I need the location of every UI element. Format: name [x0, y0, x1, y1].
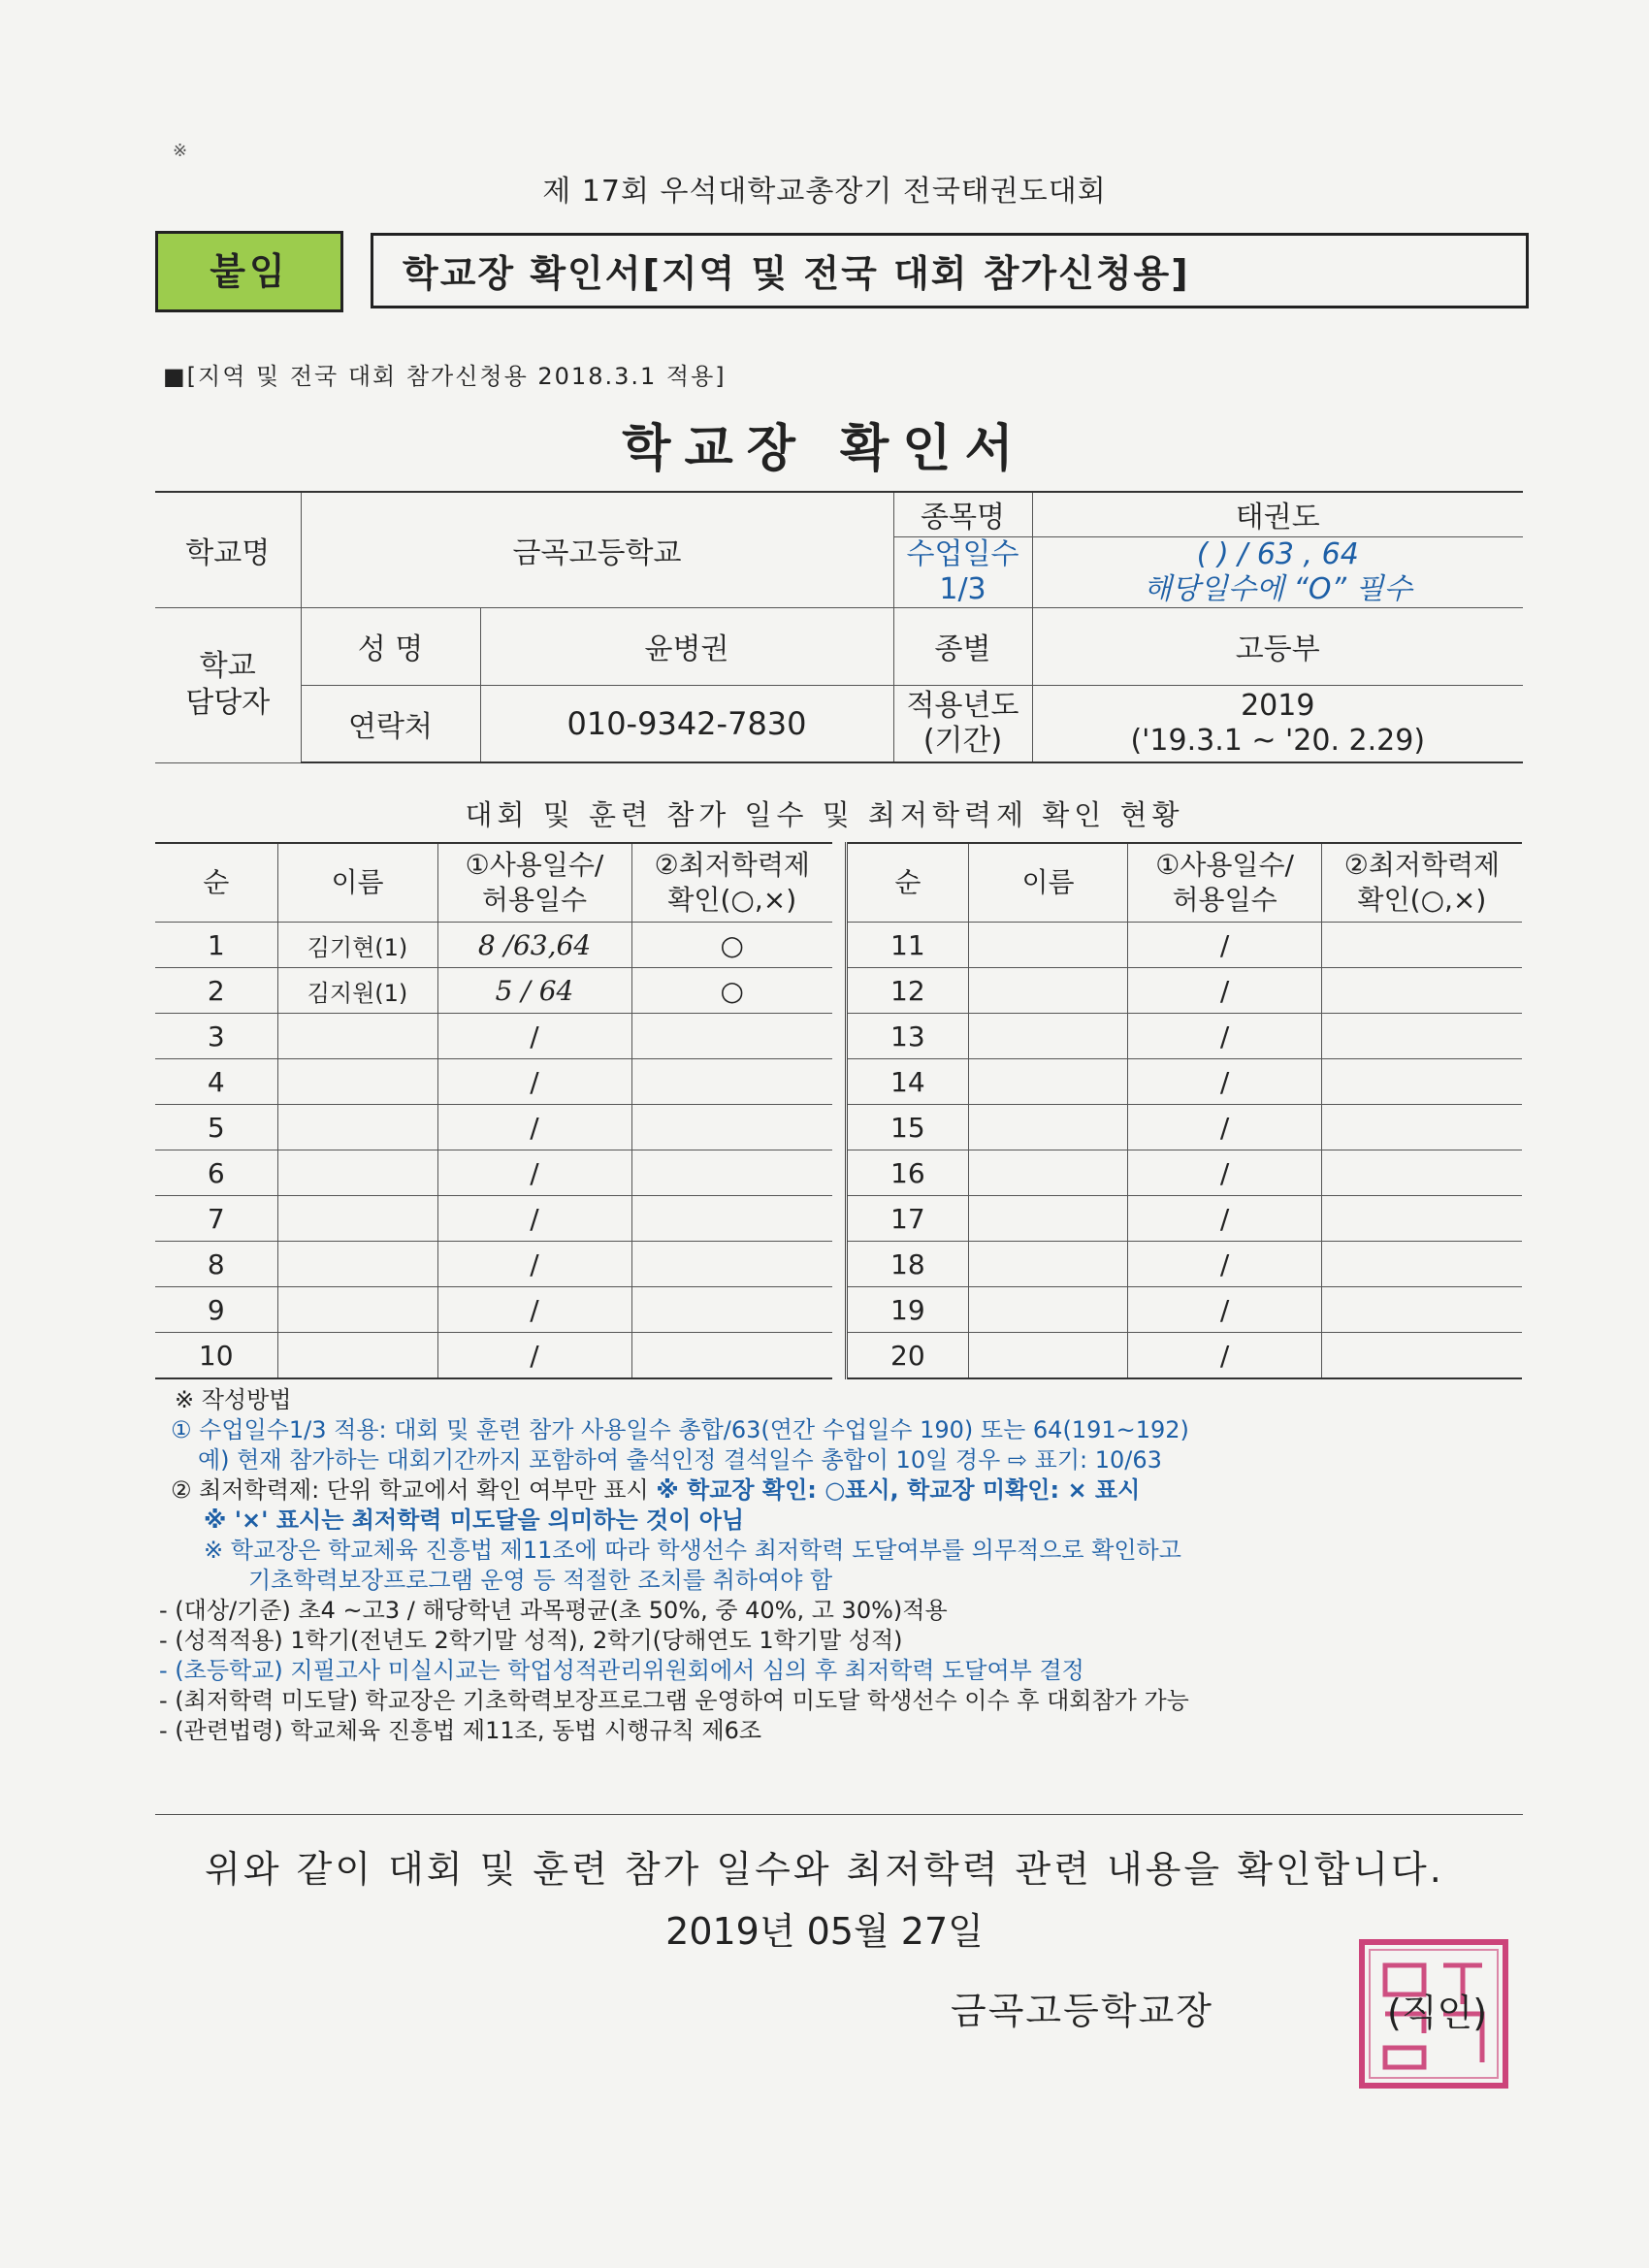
year-label-2: (기간) [922, 723, 1003, 758]
guide-line-3 [171, 1475, 1189, 1506]
row-days: 5 / 64 [437, 968, 631, 1014]
guide-line-11: - (관련법령) 학교체육 진흥법 제11조, 동법 시행규칙 제6조 [159, 1717, 762, 1744]
row-days: / [1128, 1333, 1322, 1379]
category: 고등부 [1032, 607, 1523, 685]
row-days: / [437, 1287, 631, 1333]
seal-label: (직인) [1387, 1992, 1488, 2034]
row-no: 6 [155, 1150, 277, 1196]
row-no: 17 [847, 1196, 969, 1242]
row-name [277, 1333, 437, 1379]
table-row [155, 1059, 832, 1105]
row-days: / [1128, 923, 1322, 968]
participation-table-left [155, 842, 832, 1379]
row-name [277, 1196, 437, 1242]
row-check [1321, 1196, 1522, 1242]
header-days-2: 허용일수 [481, 884, 588, 916]
issue-date: 2019년 05월 27일 [665, 1910, 984, 1953]
table-row [155, 1105, 832, 1150]
class-days-note: 해당일수에 “O” 필수 [1143, 571, 1412, 606]
application-note: ■[지역 및 전국 대회 참가신청용 2018.3.1 적용] [163, 363, 727, 390]
header-no: 순 [155, 843, 277, 923]
row-name [968, 968, 1128, 1014]
guide-line-6: 기초학력보장프로그램 운영 등 적절한 조치를 취하여야 함 [248, 1567, 833, 1594]
table-row [155, 1333, 832, 1379]
row-no: 14 [847, 1059, 969, 1105]
row-days: / [1128, 968, 1322, 1014]
header-check-1: ②최저학력제 [1343, 849, 1501, 881]
table-row [155, 1242, 832, 1287]
row-no: 11 [847, 923, 969, 968]
row-no: 1 [155, 923, 277, 968]
row-days: / [437, 1242, 631, 1287]
row-check [1321, 1287, 1522, 1333]
header-days-2: 허용일수 [1172, 884, 1277, 916]
contact-person-label [155, 607, 301, 762]
sport-label: 종목명 [893, 492, 1032, 536]
row-check [631, 1105, 832, 1150]
guide-line-7: - (대상/기준) 초4 ~고3 / 해당학년 과목평균(초 50%, 중 40%, 고 30%)적용 [159, 1597, 948, 1624]
contact-person-label-1: 학교 [199, 649, 256, 683]
class-days-label-1: 수업일수 [906, 536, 1019, 571]
table-row [155, 923, 832, 968]
year-label-1: 적용년도 [906, 688, 1019, 723]
table-row [847, 1196, 1523, 1242]
table-row [847, 1014, 1523, 1059]
row-check: ○ [631, 923, 832, 968]
row-name [968, 1150, 1128, 1196]
table-row [155, 968, 832, 1014]
header-check [1321, 843, 1522, 923]
row-days: / [437, 1059, 631, 1105]
header-days [1128, 843, 1322, 923]
row-no: 7 [155, 1196, 277, 1242]
row-days: / [437, 1014, 631, 1059]
row-name [968, 1196, 1128, 1242]
row-name [968, 1059, 1128, 1105]
row-name [968, 1014, 1128, 1059]
header-name: 이름 [277, 843, 437, 923]
row-check [631, 1287, 832, 1333]
guide-line-3a: ② 최저학력제: 단위 학교에서 확인 여부만 표시 [171, 1476, 657, 1504]
row-no: 9 [155, 1287, 277, 1333]
class-days-label-2: 1/3 [939, 571, 986, 606]
row-days: / [1128, 1059, 1322, 1105]
contact-person-label-2: 담당자 [185, 686, 271, 720]
row-name [277, 1287, 437, 1333]
row-days: / [1128, 1105, 1322, 1150]
attachment-tag: 붙임 [155, 231, 343, 312]
guide-line-9: - (초등학교) 지필고사 미실시교는 학업성적관리위원회에서 심의 후 최저학력 도달여부 결정 [159, 1657, 1084, 1684]
principal-title: 금곡고등학교장 [951, 1990, 1213, 2032]
row-check [1321, 1333, 1522, 1379]
period: ('19.3.1 ~ '20. 2.29) [1130, 723, 1426, 758]
row-name [968, 923, 1128, 968]
header-check-1: ②최저학력제 [654, 849, 810, 881]
class-days-value: ( ) / 63 , 64 [1196, 536, 1359, 571]
row-days: / [1128, 1196, 1322, 1242]
row-check [631, 1014, 832, 1059]
table-row [847, 1333, 1523, 1379]
header-check-2: 확인(○,×) [667, 884, 797, 916]
row-check [631, 1333, 832, 1379]
participation-table-right [845, 842, 1522, 1379]
row-no: 16 [847, 1150, 969, 1196]
row-check [1321, 1242, 1522, 1287]
row-check [631, 1196, 832, 1242]
row-name: 김지원(1) [277, 968, 437, 1014]
table-row [155, 1014, 832, 1059]
guide-line-5: ※ 학교장은 학교체육 진흥법 제11조에 따라 학생선수 최저학력 도달여부를 의무적으로 확인하고 [204, 1537, 1181, 1564]
row-days: / [1128, 1014, 1322, 1059]
corner-mark: ※ [173, 141, 188, 161]
table-row [847, 1287, 1523, 1333]
table-row [847, 1242, 1523, 1287]
row-days: / [1128, 1287, 1322, 1333]
year: 2019 [1241, 688, 1315, 723]
row-no: 15 [847, 1105, 969, 1150]
row-days: 8 /63,64 [437, 923, 631, 968]
row-check [1321, 968, 1522, 1014]
row-no: 10 [155, 1333, 277, 1379]
row-name [277, 1242, 437, 1287]
row-check [1321, 1105, 1522, 1150]
row-days: / [437, 1196, 631, 1242]
row-no: 13 [847, 1014, 969, 1059]
school-name-label: 학교명 [155, 492, 301, 607]
header-days-1: ①사용일수/ [1155, 849, 1294, 881]
guide-line-2: 예) 현재 참가하는 대회기간까지 포함하여 출석인정 결석일수 총합이 10일 경우 ⇨ 표기: 10/63 [198, 1446, 1162, 1474]
table-row [847, 968, 1523, 1014]
guide-line-3b: ※ 학교장 확인: ○표시, 학교장 미확인: × 표시 [656, 1476, 1141, 1504]
class-days-label [893, 536, 1032, 607]
row-name: 김기현(1) [277, 923, 437, 968]
row-check [631, 1242, 832, 1287]
guide-line-8: - (성적적용) 1학기(전년도 2학기말 성적), 2학기(당해연도 1학기말 성적) [159, 1627, 903, 1654]
row-days: / [437, 1105, 631, 1150]
table-row [155, 1287, 832, 1333]
row-name [968, 1333, 1128, 1379]
header-check-2: 확인(○,×) [1357, 884, 1487, 916]
table-row [155, 1196, 832, 1242]
event-title: 제 17회 우석대학교총장기 전국태권도대회 [542, 175, 1107, 209]
row-no: 5 [155, 1105, 277, 1150]
row-name [968, 1287, 1128, 1333]
phone-label: 연락처 [301, 685, 480, 762]
table-row [847, 1150, 1523, 1196]
section-title: 대회 및 훈련 참가 일수 및 최저학력제 확인 현황 [465, 798, 1184, 831]
row-days: / [1128, 1242, 1322, 1287]
class-days-cell [1032, 536, 1523, 607]
row-check [1321, 923, 1522, 968]
guide-line-1: ① 수업일수1/3 적용: 대회 및 훈련 참가 사용일수 총합/63(연간 수업일수 190) 또는 64(191~192) [171, 1416, 1189, 1443]
row-check [1321, 1059, 1522, 1105]
row-check [631, 1059, 832, 1105]
row-check [1321, 1150, 1522, 1196]
row-name [277, 1014, 437, 1059]
divider [155, 1814, 1523, 1815]
row-no: 20 [847, 1333, 969, 1379]
table-row [847, 923, 1523, 968]
writing-guide [159, 1385, 1189, 1746]
main-title: 학교장 확인서 [622, 420, 1027, 478]
row-no: 19 [847, 1287, 969, 1333]
guide-heading: ※ 작성방법 [175, 1386, 292, 1413]
guide-line-4: ※ '×' 표시는 최저학력 미도달을 의미하는 것이 아님 [204, 1507, 745, 1534]
school-name: 금곡고등학교 [301, 492, 893, 607]
sport: 태권도 [1032, 492, 1523, 536]
contact-name: 윤병권 [480, 607, 893, 685]
table-row [155, 1150, 832, 1196]
row-check [1321, 1014, 1522, 1059]
row-check: ○ [631, 968, 832, 1014]
table-row [847, 1105, 1523, 1150]
row-days: / [437, 1150, 631, 1196]
row-name [277, 1105, 437, 1150]
table-row [847, 1059, 1523, 1105]
row-no: 4 [155, 1059, 277, 1105]
confirm-statement: 위와 같이 대회 및 훈련 참가 일수와 최저학력 관련 내용을 확인합니다. [205, 1848, 1444, 1891]
row-name [277, 1150, 437, 1196]
row-no: 18 [847, 1242, 969, 1287]
row-no: 12 [847, 968, 969, 1014]
form-title: 학교장 확인서[지역 및 전국 대회 참가신청용] [371, 233, 1529, 308]
row-days: / [437, 1333, 631, 1379]
header-days-1: ①사용일수/ [465, 849, 604, 881]
row-days: / [1128, 1150, 1322, 1196]
row-no: 2 [155, 968, 277, 1014]
header-check [631, 843, 832, 923]
category-label: 종별 [893, 607, 1032, 685]
header-name: 이름 [968, 843, 1128, 923]
guide-line-10: - (최저학력 미도달) 학교장은 기초학력보장프로그램 운영하여 미도달 학생선수 이수 후 대회참가 가능 [159, 1687, 1189, 1714]
row-name [968, 1105, 1128, 1150]
year-cell [1032, 685, 1523, 762]
year-label [893, 685, 1032, 762]
row-no: 3 [155, 1014, 277, 1059]
name-label: 성 명 [301, 607, 480, 685]
row-no: 8 [155, 1242, 277, 1287]
row-name [968, 1242, 1128, 1287]
row-check [631, 1150, 832, 1196]
header-no: 순 [847, 843, 969, 923]
phone: 010-9342-7830 [480, 685, 893, 762]
school-info-table [155, 491, 1523, 763]
row-name [277, 1059, 437, 1105]
header-days [437, 843, 631, 923]
